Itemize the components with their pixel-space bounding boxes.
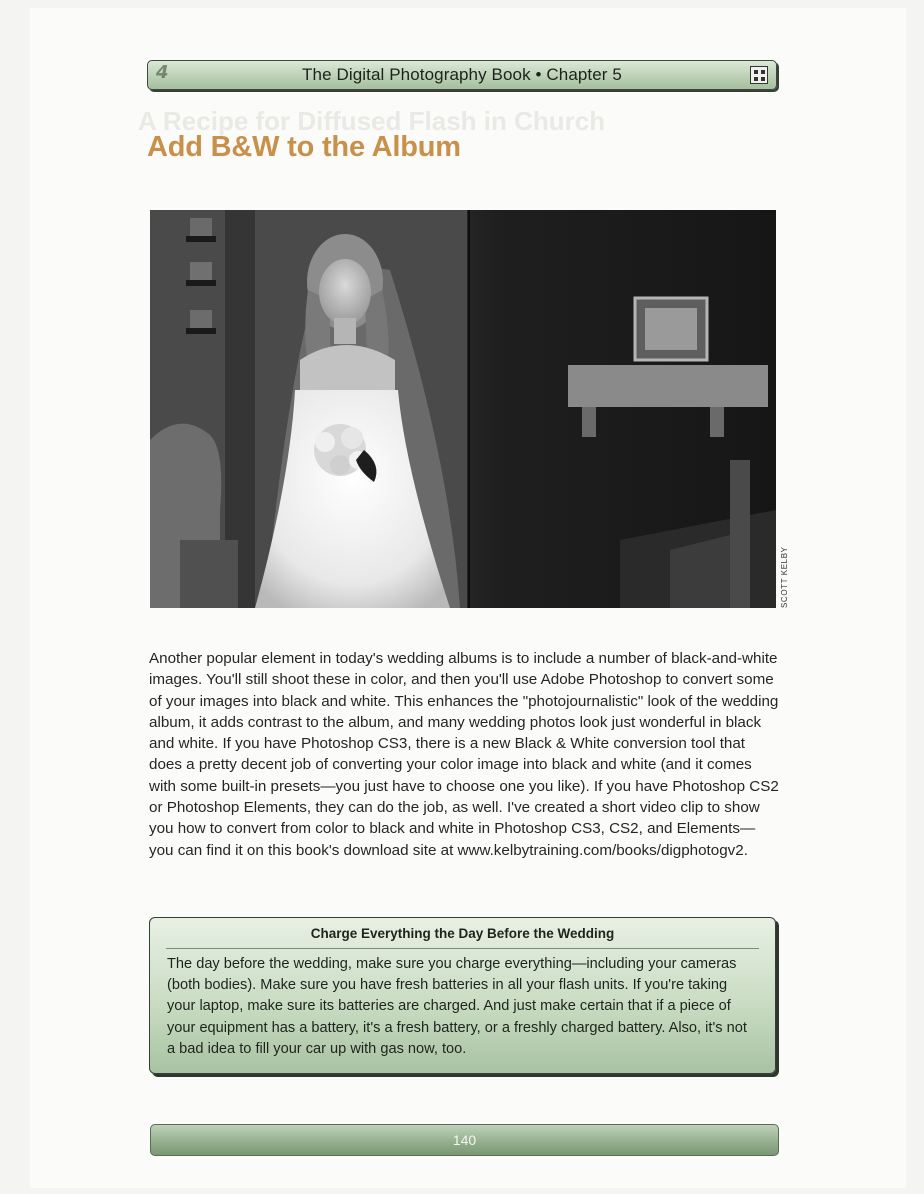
grid-icon (750, 66, 768, 84)
page-title: Add B&W to the Album (147, 131, 461, 163)
tip-body: The day before the wedding, make sure you charge everything—including your cameras (both bodies). Make sure you have fresh batteries in all your flash units. If you're taking your laptop, make sure its batteries are charged. And just make certain that if a piece of your equipment has a battery, it's a fresh battery, or a freshly charged battery. Also, it's not a bad idea to fill your car up with gas now, too. (167, 956, 747, 1057)
footer-bar (150, 1124, 779, 1156)
running-header (147, 60, 777, 90)
header-title: The Digital Photography Book • Chapter 5 (302, 65, 622, 84)
tip-divider (166, 948, 759, 949)
wedding-photo (150, 210, 776, 608)
page-number: 140 (452, 1132, 477, 1148)
tip-box (149, 917, 776, 1074)
body-paragraph: Another popular element in today's wedding albums is to include a number of black-and-white images. You'll still shoot these in color, and then you'll use Adobe Photoshop to convert some of your images into black and white. This enhances the "photojournalistic" look of the wedding album, it adds contrast to the album, and many wedding photos look just wonderful in black and white. If you have Photoshop CS3, there is a new Black & White conversion tool that does a pretty decent job of converting your color image into black and white (and it comes with some built-in presets—you just have to choose one you like). If you have Photoshop CS2 or Photoshop Elements, they can do the job, as well. I've created a short video clip to show you how to convert from color to black and white in Photoshop CS3, CS2, and Elements—you can find it on this book's download site at www.kelbytraining.com/books/digphotogv2. (149, 650, 779, 859)
tip-title: Charge Everything the Day Before the Wedding (310, 926, 615, 941)
chapter-number: 4 (156, 62, 169, 83)
photo-credit: SCOTT KELBY (780, 546, 789, 608)
bleed-through-text: A Recipe for Diffused Flash in Church (138, 106, 606, 136)
bride-photo-illustration (150, 210, 776, 608)
